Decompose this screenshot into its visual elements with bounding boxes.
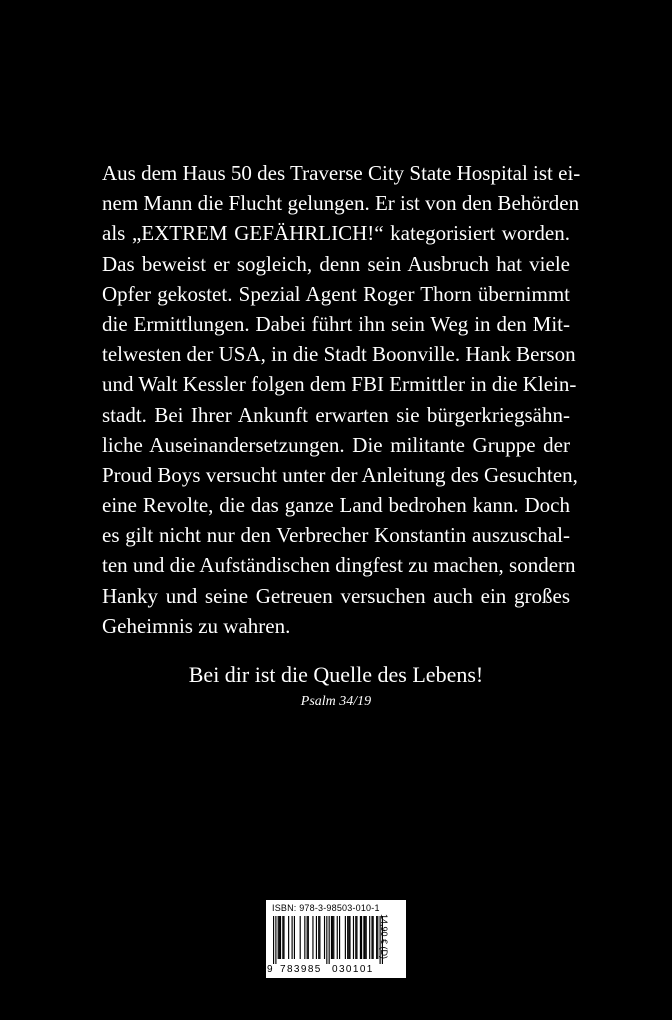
barcode-bar [282,916,283,959]
blurb-line: als „EXTREM GEFÄHRLICH!“ kategorisiert worden. [102,221,570,246]
blurb-line: Proud Boys versucht unter der Anleitung des Gesuchten, [102,462,578,487]
blurb-line: eine Revolte, die das ganze Land bedrohen kann. Doch [102,493,570,518]
barcode-bar [339,916,340,959]
barcode-bar [316,916,317,959]
barcode-bar [364,916,365,959]
barcode-bar [353,916,354,959]
barcode-bar [355,916,356,959]
barcode-bar [324,916,325,959]
blurb-line: Geheimnis zu wahren. [102,613,291,638]
barcode-bar [332,916,333,959]
barcode-bar [333,916,334,959]
blurb-line: nem Mann die Flucht gelungen. Er ist von den Behörden [102,191,580,216]
blurb-line: Aus dem Haus 50 des Traverse City State Hospital ist ei- [102,161,581,185]
barcode-bar [288,916,289,959]
barcode-bar [349,916,350,959]
barcode-bar [292,916,293,959]
barcode-bar [278,916,279,959]
barcode-bar [283,916,284,959]
barcode-bar [348,916,349,959]
quote-source: Psalm 34/19 [300,694,372,709]
isbn-barcode [266,900,406,978]
bible-quote [0,660,672,712]
blurb-line: liche Auseinandersetzungen. Die militante Gruppe der [102,432,570,457]
blurb-line: stadt. Bei Ihrer Ankunft erwarten sie bürgerkriegsähn- [102,402,570,427]
blurb-line: Opfer gekostet. Spezial Agent Roger Thorn übernimmt [102,281,570,306]
barcode-digits-right: 030101 [332,964,374,975]
barcode-bar [319,916,320,959]
barcode-bar [356,916,357,959]
barcode-digit-first: 9 [267,964,273,975]
barcode-bar [376,916,377,959]
barcode-bar [369,916,370,959]
blurb-line: Hanky und seine Getreuen versuchen auch ein großes [102,583,570,608]
back-cover-blurb [102,158,581,641]
barcode-bar [275,916,276,964]
barcode-bar [360,916,361,959]
barcode-bar [347,916,348,959]
barcode-bar [312,916,313,959]
barcode-bars [273,916,383,964]
barcode-bar [363,916,364,959]
barcode-bar [294,916,295,959]
blurb-line: es gilt nicht nur den Verbrecher Konstantin auszuschal- [102,523,570,548]
barcode-bar [300,916,301,959]
quote-text: Bei dir ist die Quelle des Lebens! [188,662,484,687]
price-label: 14,90 € (D) [379,914,389,960]
barcode-bar [308,916,309,959]
blurb-line: ten und die Aufständischen dingfest zu machen, sondern [102,553,576,578]
barcode-digits-left: 783985 [280,964,322,975]
barcode-bar [326,916,327,964]
blurb-line: die Ermittlungen. Dabei führt ihn sein Weg in den Mit- [102,311,570,336]
barcode-bar [373,916,374,959]
barcode-bar [361,916,362,959]
barcode-bar [280,916,281,959]
barcode-bar [279,916,280,959]
barcode-bar [318,916,319,959]
barcode-bar [366,916,367,959]
barcode-bar [331,916,332,959]
barcode-bar [371,916,372,959]
barcode-bar [307,916,308,959]
barcode-bar [273,916,274,964]
blurb-line: Das beweist er sogleich, denn sein Ausbruch hat viele [102,251,570,276]
barcode-bar [304,916,305,959]
barcode-bar [345,916,346,959]
isbn-label: ISBN: 978-3-98503-010-1 [272,903,380,913]
blurb-line: telwesten der USA, in die Stadt Boonville. Hank Berson [102,342,576,367]
blurb-line: und Walt Kessler folgen dem FBI Ermittler in die Klein- [102,372,577,397]
barcode-bar [337,916,338,959]
barcode-bar [329,916,330,964]
